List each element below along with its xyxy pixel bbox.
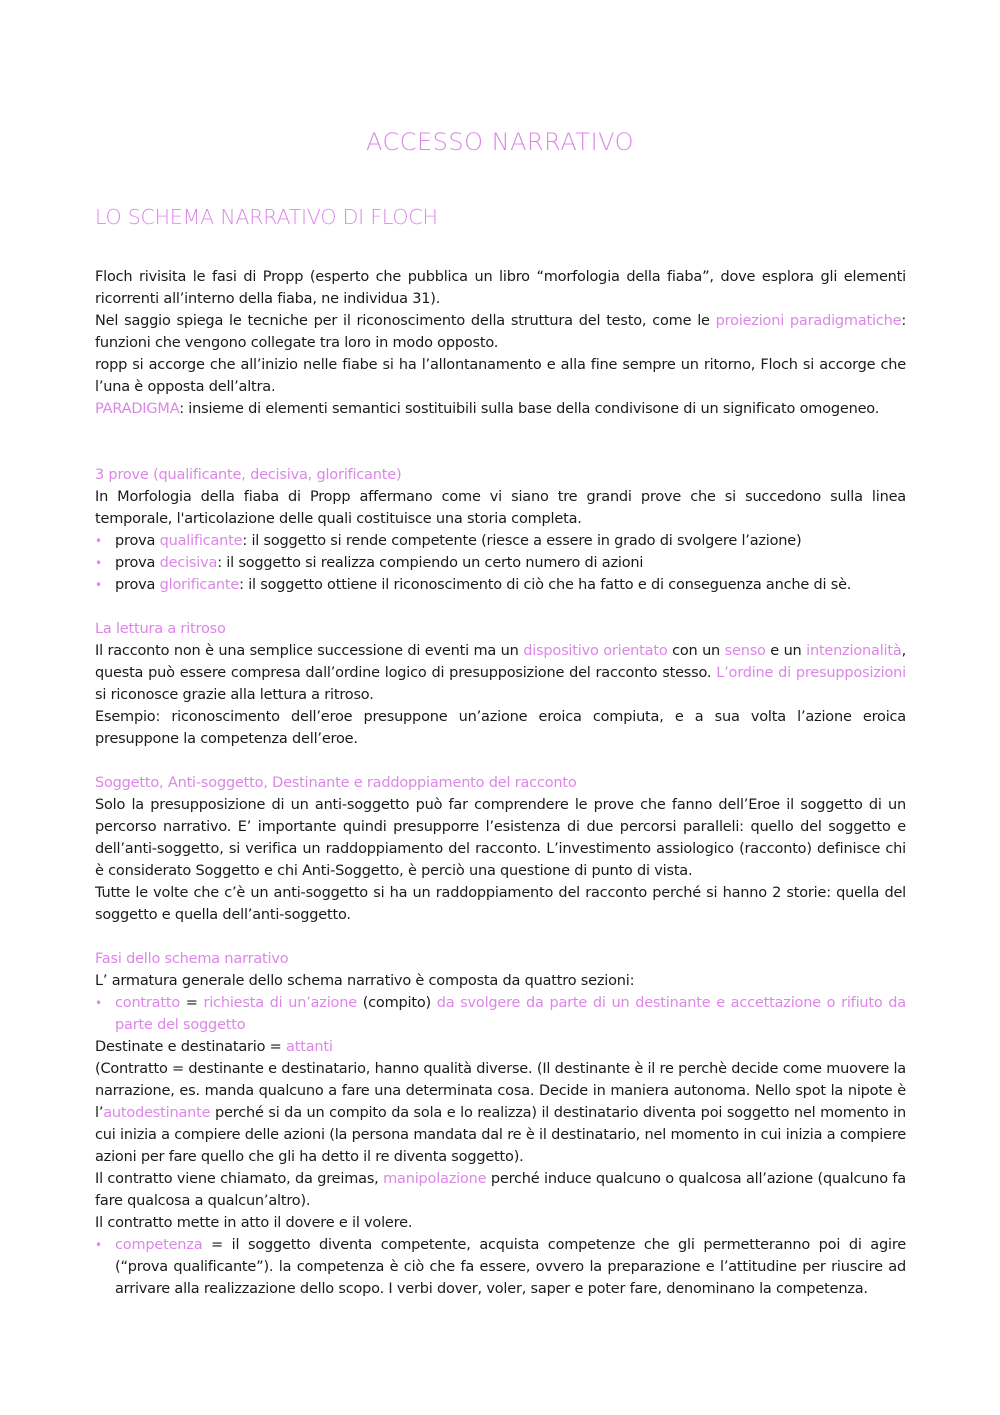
intro-paragraph-3: ropp si accorge che all’inizio nelle fiabe si ha l’allontanamento e alla fine sempre un ritorno, Floch si accorge che l’una è opposta dell’altra. <box>95 357 906 395</box>
page-title: ACCESSO NARRATIVO <box>365 128 635 156</box>
competenza-list <box>95 1234 906 1300</box>
subheading-fasi: Fasi dello schema narrativo <box>95 951 289 967</box>
highlight-paradigma: PARADIGMA <box>95 401 180 417</box>
list-item: • prova qualificante: il soggetto si rende competente (riesce a essere in grado di svolgere l’azione) <box>95 530 906 552</box>
contratto-paragraph: (Contratto = destinante e destinatario, hanno qualità diverse. (Il destinante è il re perchè decide come muovere la narrazione, es. manda qualcuno a fare una determinata cosa. Decide in maniera autonoma. Nello spot la nipote è l’autodestinante perché si da un compito da sola e lo realizza) il destinatario diventa poi soggetto nel momento in cui inizia a compiere delle azioni (la persona mandata dal re è il destinatario, nel momento in cui inizia a compiere azioni per fare quello che gli ha detto il re diventa soggetto). <box>95 1061 906 1165</box>
section-heading: LO SCHEMA NARRATIVO DI FLOCH <box>95 205 438 229</box>
dovere-line: Il contratto mette in atto il dovere e il volere. <box>95 1215 413 1231</box>
document-body <box>95 202 906 1300</box>
subheading-prove: 3 prove (qualificante, decisiva, glorificante) <box>95 467 402 483</box>
intro-paragraph-1: Floch rivisita le fasi di Propp (esperto che pubblica un libro “morfologia della fiaba”, dove esplora gli elementi ricorrenti all’interno della fiaba, ne individua 31). <box>95 269 906 307</box>
list-item: • prova decisiva: il soggetto si realizza compiendo un certo numero di azioni <box>95 552 906 574</box>
intro-paragraph-4: PARADIGMA: insieme di elementi semantici sostituibili sulla base della condivisone di un significato omogeneo. <box>95 401 880 417</box>
highlight-proiezioni: proiezioni paradigmatiche <box>715 313 902 329</box>
intro-paragraph-2: Nel saggio spiega le tecniche per il riconoscimento della struttura del testo, come le proiezioni paradigmatiche: funzioni che vengono collegate tra loro in modo opposto. <box>95 313 906 351</box>
lettura-paragraph: Il racconto non è una semplice successione di eventi ma un dispositivo orientato con un senso e un intenzionalità, questa può essere compresa dall’ordine logico di presupposizione del racconto stesso. L’ordine di presupposizioni si riconosce grazie alla lettura a ritroso. <box>95 643 906 703</box>
subheading-soggetto: Soggetto, Anti-soggetto, Destinante e raddoppiamento del racconto <box>95 775 577 791</box>
contratto-list <box>95 992 906 1036</box>
subheading-lettura: La lettura a ritroso <box>95 621 226 637</box>
soggetto-paragraph-1: Solo la presupposizione di un anti-soggetto può far comprendere le prove che fanno dell’Eroe il soggetto di un percorso narrativo. E’ importante quindi presupporre l’esistenza di due percorsi paralleli: quello del soggetto e dell’anti-soggetto, si verifica un raddoppiamento del racconto. L’investimento assiologico (racconto) definisce chi è considerato Soggetto e chi Anti-Soggetto, è perciò una questione di punto di vista. <box>95 797 906 879</box>
soggetto-paragraph-2: Tutte le volte che c’è un anti-soggetto si ha un raddoppiamento del racconto perché si hanno 2 storie: quella del soggetto e quella dell’anti-soggetto. <box>95 885 906 923</box>
destinate-line: Destinate e destinatario = attanti <box>95 1039 333 1055</box>
greimas-paragraph: Il contratto viene chiamato, da greimas, manipolazione perché induce qualcuno o qualcosa all’azione (qualcuno fa fare qualcosa a qualcun’altro). <box>95 1171 906 1209</box>
esempio-paragraph: Esempio: riconoscimento dell’eroe presuppone un’azione eroica compiuta, e a sua volta l’azione eroica presuppone la competenza dell’eroe. <box>95 709 906 747</box>
list-item: • prova glorificante: il soggetto ottiene il riconoscimento di ciò che ha fatto e di conseguenza anche di sè. <box>95 574 906 596</box>
list-item: • contratto = richiesta di un’azione (compito) da svolgere da parte di un destinante e accettazione o rifiuto da parte del soggetto <box>95 992 906 1036</box>
prove-paragraph: In Morfologia della fiaba di Propp affermano come vi siano tre grandi prove che si succedono sulla linea temporale, l'articolazione delle quali costituisce una storia completa. <box>95 489 906 527</box>
list-item: • competenza = il soggetto diventa competente, acquista competenze che gli permetteranno poi di agire (“prova qualificante”). la competenza è ciò che fa essere, ovvero la preparazione e l’attitudine per riuscire ad arrivare alla realizzazione dello scopo. I verbi dover, voler, saper e poter fare, denominano la competenza. <box>95 1234 906 1300</box>
fasi-intro: L’ armatura generale dello schema narrativo è composta da quattro sezioni: <box>95 973 635 989</box>
prove-list <box>95 530 906 596</box>
